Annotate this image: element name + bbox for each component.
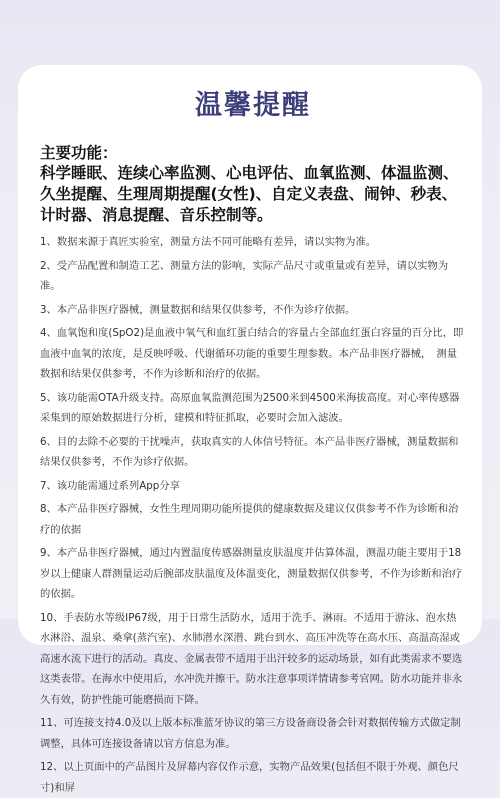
note-item: 9、本产品非医疗器械，通过内置温度传感器测量皮肤温度并估算体温，测温功能主要用于18岁以上健康人群测量运动后腕部皮肤温度及体温变化，测量数据仅供参考，不作为诊断和治疗的依据。 <box>40 547 463 600</box>
note-item: 8、本产品非医疗器械，女性生理周期功能所提供的健康数据及建议仅供参考不作为诊断和治疗的依据 <box>40 503 459 536</box>
note-item: 4、血氧饱和度(SpO2)是血液中氧气和血红蛋白结合的容量占全部血红蛋白容量的百分比，即血液中血氧的浓度，是反映呼吸、代谢循环功能的重要生理参数。本产品非医疗器械， 测量数据和结果仅供参考，不作为诊断和治疗的依据。 <box>40 327 464 380</box>
note-item: 7、该功能需通过系列App分享 <box>40 479 180 492</box>
note-item: 2、受产品配置和制造工艺、测量方法的影响，实际产品尺寸或重量或有差异，请以实物为 准。 <box>40 259 459 292</box>
note-item: 11、可连接支持4.0及以上版本标准蓝牙协议的第三方设备商设备会针对数据传输方式做定制调整，具体可连接设备请以官方信息为准。 <box>40 717 461 750</box>
note-item: 3、本产品非医疗器械，测量数据和结果仅供参考，不作为诊疗依据。 <box>40 303 356 316</box>
note-item: 6、目的去除不必要的干扰噪声，获取真实的人体信号特征。本产品非医疗器械，测量数据和结果仅供参考，不作为诊疗依据。 <box>40 435 459 468</box>
notice-card <box>18 65 482 794</box>
note-item: 5、该功能需OTA升级支持。高原血氧监测范围为2500米到4500米海拔高度。对心率传感器采集到的原始数据进行分析，建模和特征抓取，必要时会加入滤波。 <box>40 391 460 424</box>
functions-list: 科学睡眠、连续心率监测、心电评估、血氧监测、体温监测、久坐提醒、生理周期提醒(女性)、自定义表盘、闹钟、秒表、计时器、消息提醒、音乐控制等。 <box>40 164 459 224</box>
note-item: 12、以上页面中的产品图片及屏幕内容仅作示意，实物产品效果(包括但不限于外观、颜色尺寸)和屏 <box>40 761 459 794</box>
functions-heading: 主要功能： <box>40 144 118 162</box>
page-title: 温馨提醒 <box>195 90 311 121</box>
notes-list <box>40 232 466 798</box>
note-item: 1、数据来源于真匠实验室，测量方法不同可能略有差异，请以实物为准。 <box>40 236 377 248</box>
note-item: 10、手表防水等级IP67级，用于日常生活防水，适用于洗手、淋雨。不适用于游泳、泡水热水淋浴、温泉、桑拿(蒸汽室)、水肺潜水深潜、跳台到水、高压冲洗等在高水压、高温高湿或高速水流下进行的活动。真皮、金属表带不适用于出汗较多的运动场景，如有此类需求不要选这类表带。在海水中使用后，水冲洗并擦干。防水注意事项详情请参考官网。防水功能并非永久有效，防护性能可能磨损而下降。 <box>40 611 463 706</box>
